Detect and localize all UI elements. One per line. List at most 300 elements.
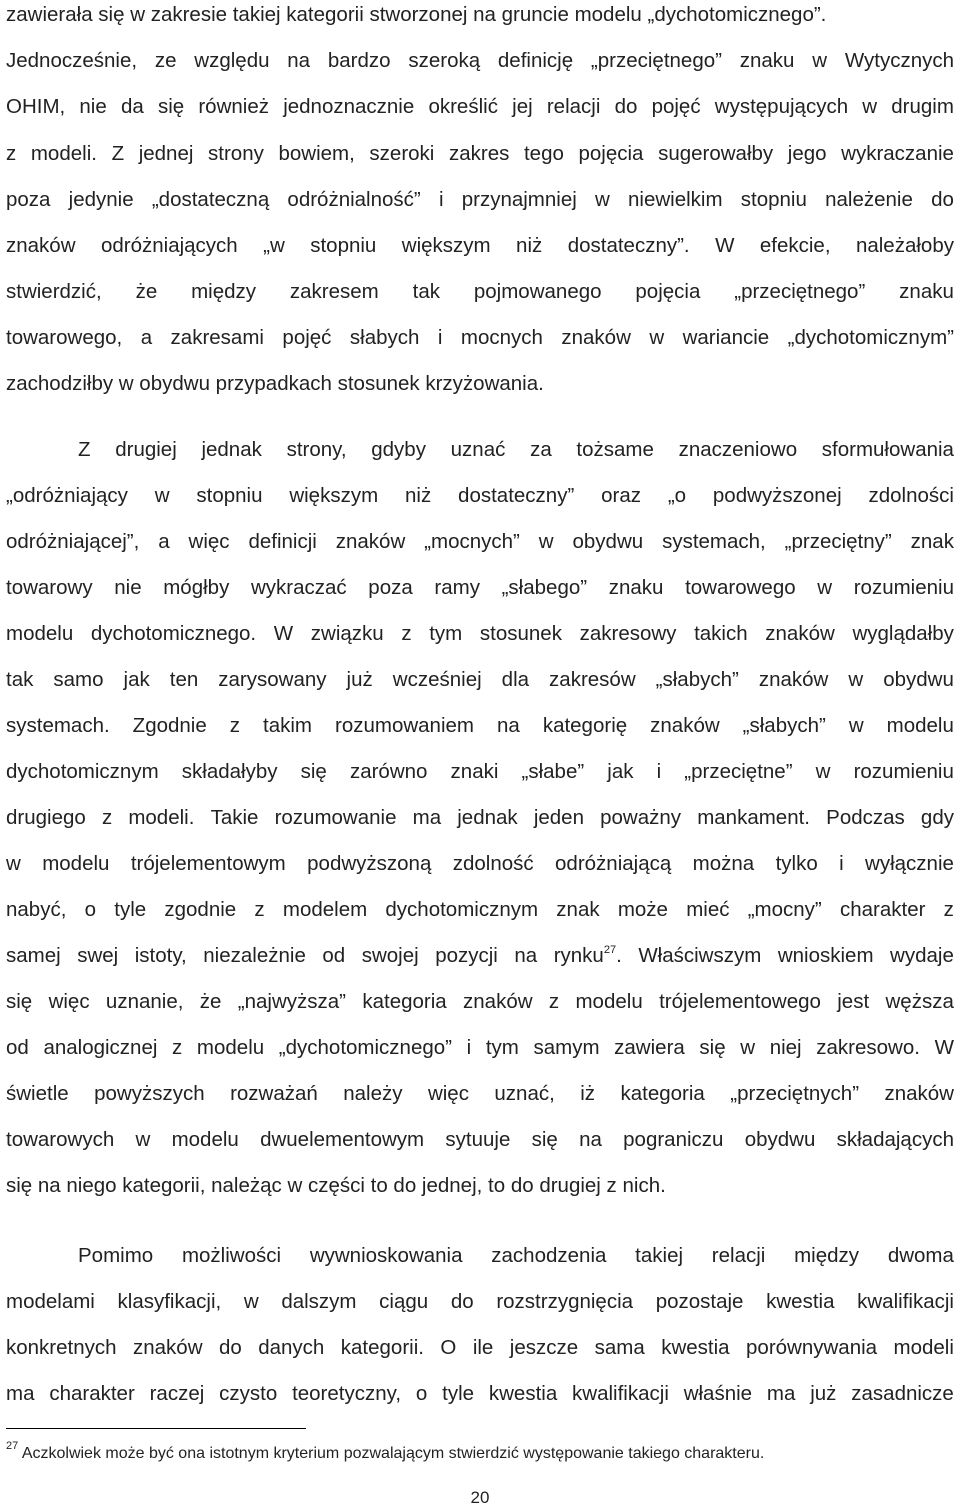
word: „najwyższa” [237, 990, 346, 1013]
word: kwalifikacji [857, 1290, 954, 1313]
word: charakter [49, 1382, 135, 1405]
word: strony [208, 142, 264, 165]
word: Wytycznych [844, 49, 954, 72]
word: trójelementowego [659, 990, 821, 1013]
word: rozstrzygnięcia [496, 1290, 634, 1313]
word: rozumieniu [853, 760, 954, 783]
word: jednej [138, 142, 194, 165]
word: wyłącznie [865, 852, 954, 875]
word: zakresowy [579, 622, 677, 645]
word: znaków [765, 622, 835, 645]
word: systemach, [662, 530, 766, 553]
word: należenie [825, 188, 913, 211]
word: relacji [546, 95, 601, 118]
word: tym [429, 622, 463, 645]
text-line [6, 233, 954, 259]
word: rozważań [230, 1082, 318, 1105]
word: się [531, 1128, 558, 1151]
word: takim [263, 714, 312, 737]
word: znaków [884, 1082, 954, 1105]
word: między [794, 1244, 860, 1267]
word: gdy [920, 806, 954, 829]
word: jeszcze [509, 1336, 579, 1359]
word: gdyby [371, 438, 426, 461]
word: tym [485, 1036, 519, 1059]
word: niezależnie [203, 944, 306, 967]
word: „mocnych” [424, 530, 520, 553]
word: zarówno [349, 760, 428, 783]
text-line: zawierała się w zakresie takiej kategorii stworzonej na gruncie modelu „dychotomicznego”. [6, 3, 827, 26]
word: z [101, 806, 113, 829]
word: znak [556, 898, 600, 921]
word: o [415, 1382, 428, 1405]
text-line [6, 279, 954, 305]
word: nabyć, [6, 898, 67, 921]
word: klasyfikacji, [117, 1290, 222, 1313]
word: zarysowany [218, 668, 327, 691]
page-number: 20 [470, 1488, 490, 1507]
word: modeli. [128, 806, 195, 829]
word: a [140, 326, 153, 349]
text-line [78, 437, 954, 463]
word: kategorię [542, 714, 628, 737]
word: Podczas [826, 806, 905, 829]
text-line [6, 805, 954, 831]
word: również [198, 95, 269, 118]
word: „słabego” [501, 576, 588, 599]
word: wyglądałby [852, 622, 954, 645]
word: w [6, 852, 21, 875]
word: zasadnicze [851, 1382, 954, 1405]
word: modelu [42, 852, 110, 875]
word: z [254, 898, 265, 921]
word: OHIM, [6, 95, 66, 118]
word: większym [401, 234, 491, 257]
word: więc [427, 1082, 469, 1105]
word: modelu [171, 1128, 239, 1151]
text-line [6, 759, 954, 785]
word: porównywania [746, 1336, 878, 1359]
word: mieć [686, 898, 730, 921]
word: modelu [196, 1036, 265, 1059]
word: obydwu [744, 1128, 816, 1151]
word: kwalifikacji [572, 1382, 669, 1405]
word: jeden [533, 806, 584, 829]
word: za [530, 438, 552, 461]
word: kategoria [362, 990, 447, 1013]
word: Takie [210, 806, 259, 829]
word: słabych [349, 326, 420, 349]
word: stosunek [479, 622, 562, 645]
word: w [538, 530, 554, 553]
word: znaków [463, 990, 533, 1013]
word: jego [787, 142, 827, 165]
word: pojmowanego [473, 280, 602, 303]
word: znak [910, 530, 954, 553]
word: niej [769, 1036, 802, 1059]
word: zakresów [549, 668, 636, 691]
word: strony, [286, 438, 347, 461]
word: do [931, 188, 954, 211]
word: jednak [457, 806, 518, 829]
text-line: zachodziłby w obydwu przypadkach stosunek krzyżowania. [6, 372, 544, 395]
word: ma [6, 1382, 35, 1405]
word: raczej [149, 1382, 205, 1405]
word: składających [836, 1128, 954, 1151]
text-line [6, 989, 954, 1015]
word: niż [405, 484, 432, 507]
word: z [6, 142, 17, 165]
word: stopniu [310, 234, 377, 257]
word: „w [263, 234, 285, 257]
text-line [6, 483, 954, 509]
word: Z [111, 142, 125, 165]
word: relacji [711, 1244, 766, 1267]
word: i [466, 1036, 472, 1059]
word: o [84, 898, 97, 921]
word: W [273, 622, 294, 645]
word: z [401, 622, 412, 645]
word: kwestia [766, 1290, 835, 1313]
word: modelem [282, 898, 368, 921]
word: Zgodnie [132, 714, 207, 737]
word: w [243, 1290, 259, 1313]
footnote-text: Aczkolwiek może być ona istotnym kryterium pozwalającym stwierdzić występowanie takiego charakteru. [21, 1445, 765, 1462]
word: teoretyczny, [292, 1382, 402, 1405]
text-line [6, 1081, 954, 1107]
word: bowiem, [278, 142, 355, 165]
word: pojęcia [578, 142, 644, 165]
word: charakter [839, 898, 926, 921]
word: należałoby [855, 234, 954, 257]
word: tożsame [576, 438, 654, 461]
text-line [6, 1127, 954, 1153]
word: jedynie [68, 188, 134, 211]
word: jednak [201, 438, 262, 461]
word: i [437, 326, 443, 349]
word: obydwu [572, 530, 644, 553]
word: swojej [361, 944, 419, 967]
word: Z [78, 438, 91, 461]
word: świetle [6, 1082, 69, 1105]
word: rozumowanie [274, 806, 397, 829]
word: dwoma [887, 1244, 954, 1267]
word: pograniczu [623, 1128, 724, 1151]
word: O [440, 1336, 457, 1359]
word: takich [694, 622, 748, 645]
footnote-separator [6, 1428, 306, 1429]
word: znaków [758, 668, 829, 691]
word: wykraczać [250, 576, 347, 599]
word: w [135, 1128, 151, 1151]
word: Pomimo [78, 1244, 154, 1267]
word: w [740, 1036, 756, 1059]
word: z [172, 1036, 183, 1059]
text-line [6, 141, 954, 167]
word: a [158, 530, 170, 553]
word: w [848, 668, 864, 691]
word: W [715, 234, 735, 257]
word: zachodzenia [491, 1244, 607, 1267]
word: do [614, 95, 638, 118]
word: i [438, 188, 444, 211]
word: „przeciętny” [784, 530, 892, 553]
text-line: się na niego kategorii, należąc w części to do jednej, to do drugiej z nich. [6, 1174, 666, 1197]
word: się [6, 990, 33, 1013]
word: względu [194, 49, 270, 72]
word: poza [368, 576, 413, 599]
word: nie [114, 576, 142, 599]
word: „o [667, 484, 687, 507]
text-line [6, 1289, 954, 1315]
word: odróżniającą [555, 852, 672, 875]
word: modelami [6, 1290, 95, 1313]
text-line [6, 1381, 954, 1407]
word: do [450, 1290, 474, 1313]
word: dalszym [281, 1290, 357, 1313]
footnote-number: 27 [6, 1440, 19, 1452]
word: poza [6, 188, 51, 211]
word: ze [154, 49, 177, 72]
word: właśnie [683, 1382, 753, 1405]
word: kategoria [620, 1082, 705, 1105]
word: tak [6, 668, 34, 691]
word: z [229, 714, 241, 737]
word: „przeciętnego” [734, 280, 866, 303]
word: istoty, [134, 944, 187, 967]
word: na [579, 1128, 602, 1151]
word: więc [188, 530, 230, 553]
word: określić [428, 95, 498, 118]
word: szeroką [408, 49, 481, 72]
word: analogicznej [43, 1036, 158, 1059]
word: stopniu [740, 188, 807, 211]
word: zakres [448, 142, 510, 165]
word: znaku [739, 49, 795, 72]
word: że [199, 990, 222, 1013]
word: mankament. [697, 806, 810, 829]
text-line [6, 48, 954, 74]
word: od [322, 944, 346, 967]
word: może [617, 898, 668, 921]
word: definicji [248, 530, 317, 553]
word: ile [472, 1336, 494, 1359]
word: się [699, 1036, 726, 1059]
word: ma [766, 1382, 796, 1405]
word: tyle [442, 1382, 475, 1405]
word: zdolności [868, 484, 954, 507]
word: przynajmniej [461, 188, 577, 211]
word: w [649, 326, 665, 349]
word: w [815, 760, 831, 783]
word: znaków [132, 1336, 203, 1359]
word: z [943, 898, 954, 921]
word: jej [512, 95, 533, 118]
word: kwestia [661, 1336, 730, 1359]
word: definicję [497, 49, 574, 72]
word: zdolność [452, 852, 534, 875]
word: „przeciętnych” [730, 1082, 860, 1105]
word: Jednocześnie, [6, 49, 138, 72]
word: „słabych” [655, 668, 739, 691]
text-line [78, 1243, 954, 1269]
word: pojęcia [635, 280, 701, 303]
word: dla [501, 668, 530, 691]
word: mocnych [460, 326, 543, 349]
word: znaków [335, 530, 406, 553]
word: stopniu [196, 484, 263, 507]
word: obydwu [883, 668, 954, 691]
word: węższa [885, 990, 954, 1013]
word: że [135, 280, 158, 303]
word: „mocny” [747, 898, 822, 921]
word: niż [516, 234, 543, 257]
word: „dychotomicznym” [787, 326, 954, 349]
word: da [120, 95, 144, 118]
word: szeroki [369, 142, 435, 165]
word: znaków [561, 326, 631, 349]
word: tylko [775, 852, 818, 875]
word: ciągu [379, 1290, 429, 1313]
word: dostateczny” [458, 484, 575, 507]
word: tego [523, 142, 564, 165]
text-line [6, 621, 954, 647]
word: podwyższonej [712, 484, 842, 507]
word: zakresowo. [816, 1036, 920, 1059]
word: samo [53, 668, 104, 691]
word: dychotomicznym [385, 898, 539, 921]
word: zakresami [170, 326, 264, 349]
word: rynku$^{27}$. [553, 944, 622, 967]
word: na [514, 944, 538, 967]
word: modelu [886, 714, 954, 737]
word: należy [343, 1082, 403, 1105]
word: zakresem [289, 280, 379, 303]
word: systemach. [6, 714, 110, 737]
word: towarowych [6, 1128, 115, 1151]
word: rozumowaniem [335, 714, 474, 737]
word: poważny [600, 806, 682, 829]
word: na [497, 714, 520, 737]
word: stwierdzić, [6, 280, 102, 303]
word: i [839, 852, 844, 875]
word: znaku [608, 576, 664, 599]
word: w [817, 576, 833, 599]
word: już [810, 1382, 837, 1405]
word: towarowego [685, 576, 796, 599]
word: nie [79, 95, 107, 118]
word: możliwości [181, 1244, 282, 1267]
word: bardzo [327, 49, 391, 72]
word: kwestia [488, 1382, 558, 1405]
word: dychotomicznego. [90, 622, 257, 645]
word: drugiej [115, 438, 177, 461]
word: rozumieniu [853, 576, 954, 599]
word: drugim [891, 95, 954, 118]
word: danych [258, 1336, 325, 1359]
word: znaków [650, 714, 720, 737]
text-line [6, 943, 954, 969]
word: składałyby [181, 760, 278, 783]
word: wykraczanie [841, 142, 954, 165]
word: „słabe” [521, 760, 585, 783]
word: w [812, 49, 828, 72]
word: związku [310, 622, 384, 645]
word: można [692, 852, 755, 875]
word: powyższych [94, 1082, 205, 1105]
word: niewielkim [628, 188, 723, 211]
word: towarowego, [6, 326, 123, 349]
text-line [6, 897, 954, 923]
word: efekcie, [759, 234, 831, 257]
word: uznanie, [105, 990, 184, 1013]
word: towarowy [6, 576, 93, 599]
word: W [934, 1036, 954, 1059]
word: znaczeniowo [678, 438, 798, 461]
word: modeli. [30, 142, 97, 165]
word: mógłby [163, 576, 230, 599]
word: „odróżniający [6, 484, 128, 507]
word: odróżniających [100, 234, 238, 257]
word: dychotomicznym [6, 760, 159, 783]
word: w [595, 188, 610, 211]
word: więc [48, 990, 90, 1013]
word: podwyższoną [307, 852, 432, 875]
word: na [287, 49, 311, 72]
word: pozycji [435, 944, 498, 967]
word: sytuuje [445, 1128, 511, 1151]
word: samym [533, 1036, 600, 1059]
word: ramy [434, 576, 480, 599]
word: oraz [601, 484, 641, 507]
word: czysto [219, 1382, 278, 1405]
word: wcześniej [392, 668, 482, 691]
word: „przeciętne” [684, 760, 793, 783]
word: pojęć [282, 326, 332, 349]
word: wydaje [890, 944, 954, 967]
word: od [6, 1036, 29, 1059]
text-line [6, 1035, 954, 1061]
word: w [848, 714, 864, 737]
word: iż [580, 1082, 596, 1105]
word: się [300, 760, 327, 783]
word: znaki [450, 760, 499, 783]
word: sugerowałby [658, 142, 774, 165]
word: takiej [635, 1244, 684, 1267]
text-line [6, 529, 954, 555]
word: ten [169, 668, 199, 691]
word: modelu [575, 990, 643, 1013]
text-line [6, 851, 954, 877]
word: „dychotomicznego” [278, 1036, 452, 1059]
word: dostateczny”. [567, 234, 690, 257]
text-line [6, 187, 954, 213]
word: wnioskiem [777, 944, 874, 967]
word: ma [412, 806, 442, 829]
word: tyle [114, 898, 147, 921]
word: „przeciętnego” [590, 49, 722, 72]
word: modeli [893, 1336, 954, 1359]
word: w [154, 484, 170, 507]
word: tak [412, 280, 440, 303]
word: Właściwszym [638, 944, 762, 967]
word: zawiera [614, 1036, 685, 1059]
word: pojęć [651, 95, 701, 118]
word: odróżniającej”, [6, 530, 140, 553]
word: uznać, [494, 1082, 555, 1105]
word: dwuelementowym [260, 1128, 425, 1151]
word: wywnioskowania [309, 1244, 463, 1267]
